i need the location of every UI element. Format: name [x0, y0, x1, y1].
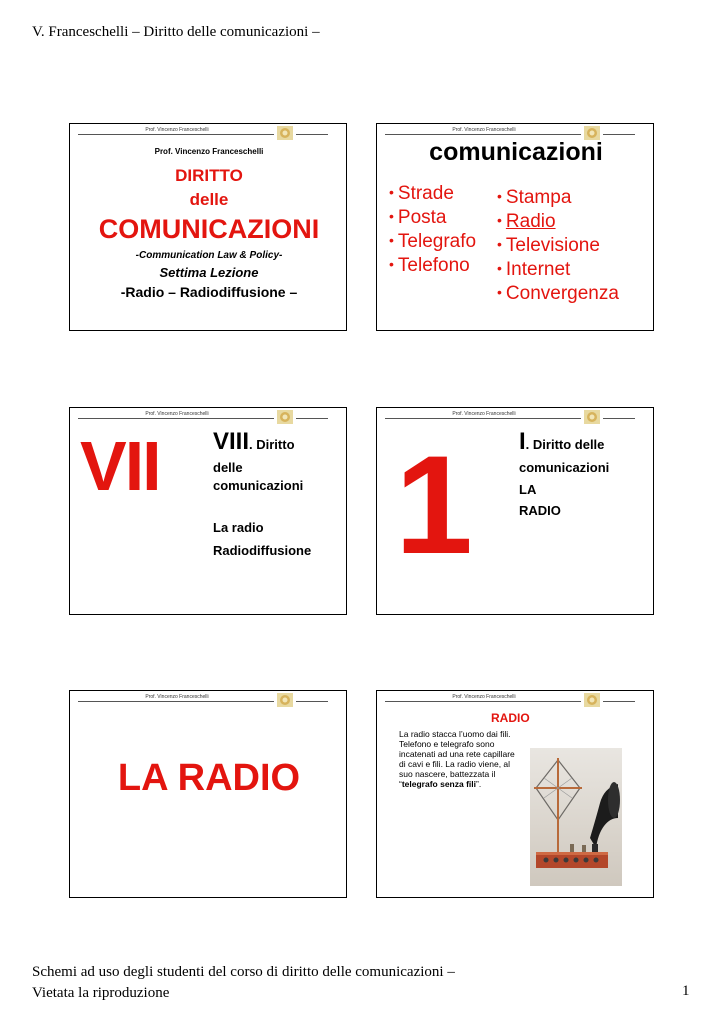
header-rule-right: [296, 134, 328, 135]
list-item: • Telefono: [389, 255, 470, 276]
slide-header: [70, 408, 346, 422]
slide-header: [70, 691, 346, 705]
slide-header: [377, 124, 653, 138]
header-rule-right: [296, 701, 328, 702]
footer-line-1: Schemi ad uso degli studenti del corso di diritto delle comunicazioni –: [32, 964, 455, 980]
page-number: 1: [682, 983, 690, 999]
header-rule-right: [603, 701, 635, 702]
seal-logo-icon: [277, 693, 293, 707]
header-rule: [78, 418, 274, 419]
slide-author: Prof. Vincenzo Franceschelli: [145, 127, 209, 133]
item-la-radio: La radio: [213, 520, 264, 535]
item-radiodiffusione: Radiodiffusione: [213, 543, 312, 558]
professor-name: Prof. Vincenzo Franceschelli: [154, 147, 264, 156]
slide-title: [69, 123, 347, 331]
list-right: [497, 186, 619, 306]
slide-author: Prof. Vincenzo Franceschelli: [145, 694, 209, 700]
header-rule: [385, 134, 581, 135]
big-numeral: VII: [80, 427, 160, 505]
slide-body-text: La radio stacca l’uomo dai fili. Telefono e telegrafo sono incatenati ad una rete capillare di cavi e fili. La radio viene, al suo nascere, battezzata il “telegrafo senza fili”.: [399, 729, 515, 789]
slide-author: Prof. Vincenzo Franceschelli: [452, 694, 516, 700]
heading-line-delle: delle: [213, 460, 243, 475]
title-line-1: DIRITTO: [175, 166, 243, 185]
header-rule: [78, 701, 274, 702]
list-left: [389, 182, 476, 278]
page-header: V. Franceschelli – Diritto delle comunicazioni –: [32, 24, 320, 40]
list-item: • Posta: [389, 207, 447, 228]
slide-author: Prof. Vincenzo Franceschelli: [452, 411, 516, 417]
lesson-label: Settima Lezione: [159, 265, 259, 280]
slide-header: [70, 124, 346, 138]
header-rule: [385, 701, 581, 702]
heading-line-comunicazioni: comunicazioni: [519, 460, 610, 475]
seal-logo-icon: [277, 126, 293, 140]
footer-line-2: Vietata la riproduzione: [32, 985, 170, 1001]
slide-title: RADIO: [491, 711, 530, 725]
slide-title: LA RADIO: [117, 757, 301, 799]
header-rule: [385, 418, 581, 419]
list-item: • Internet: [497, 259, 571, 280]
heading-line-comunicazioni: comunicazioni: [213, 478, 304, 493]
chapter-heading: I. Diritto delle: [519, 428, 605, 455]
slide-author: Prof. Vincenzo Franceschelli: [145, 411, 209, 417]
seal-logo-icon: [584, 410, 600, 424]
vintage-radio-photo: [530, 748, 622, 886]
header-rule-right: [296, 418, 328, 419]
slide-la-radio: [69, 690, 347, 898]
list-item: • Strade: [389, 183, 454, 204]
heading-line-la: LA: [519, 482, 537, 497]
list-item: • Stampa: [497, 187, 572, 208]
title-line-2: delle: [189, 190, 229, 209]
list-item: • Telegrafo: [389, 231, 477, 252]
list-item: • Convergenza: [497, 283, 619, 304]
big-numeral: 1: [395, 426, 473, 583]
seal-logo-icon: [584, 693, 600, 707]
slide-title: comunicazioni: [429, 138, 603, 166]
slide-author: Prof. Vincenzo Franceschelli: [452, 127, 516, 133]
header-rule: [78, 134, 274, 135]
title-line-3: COMUNICAZIONI: [98, 214, 320, 244]
list-item-radio: • Radio: [497, 211, 556, 232]
slide-vii: [69, 407, 347, 615]
list-item: • Televisione: [497, 235, 600, 256]
header-rule-right: [603, 418, 635, 419]
slide-radio-history: [376, 690, 654, 898]
slide-one: [376, 407, 654, 615]
slide-header: [377, 408, 653, 422]
slide-comunicazioni: [376, 123, 654, 331]
slide-header: [377, 691, 653, 705]
seal-logo-icon: [277, 410, 293, 424]
page-footer: [32, 962, 455, 1004]
topic-label: -Radio – Radiodiffusione –: [120, 284, 298, 300]
subtitle: -Communication Law & Policy-: [135, 250, 283, 261]
header-rule-right: [603, 134, 635, 135]
heading-line-radio: RADIO: [519, 503, 561, 518]
chapter-heading: VIII. Diritto: [213, 428, 295, 455]
